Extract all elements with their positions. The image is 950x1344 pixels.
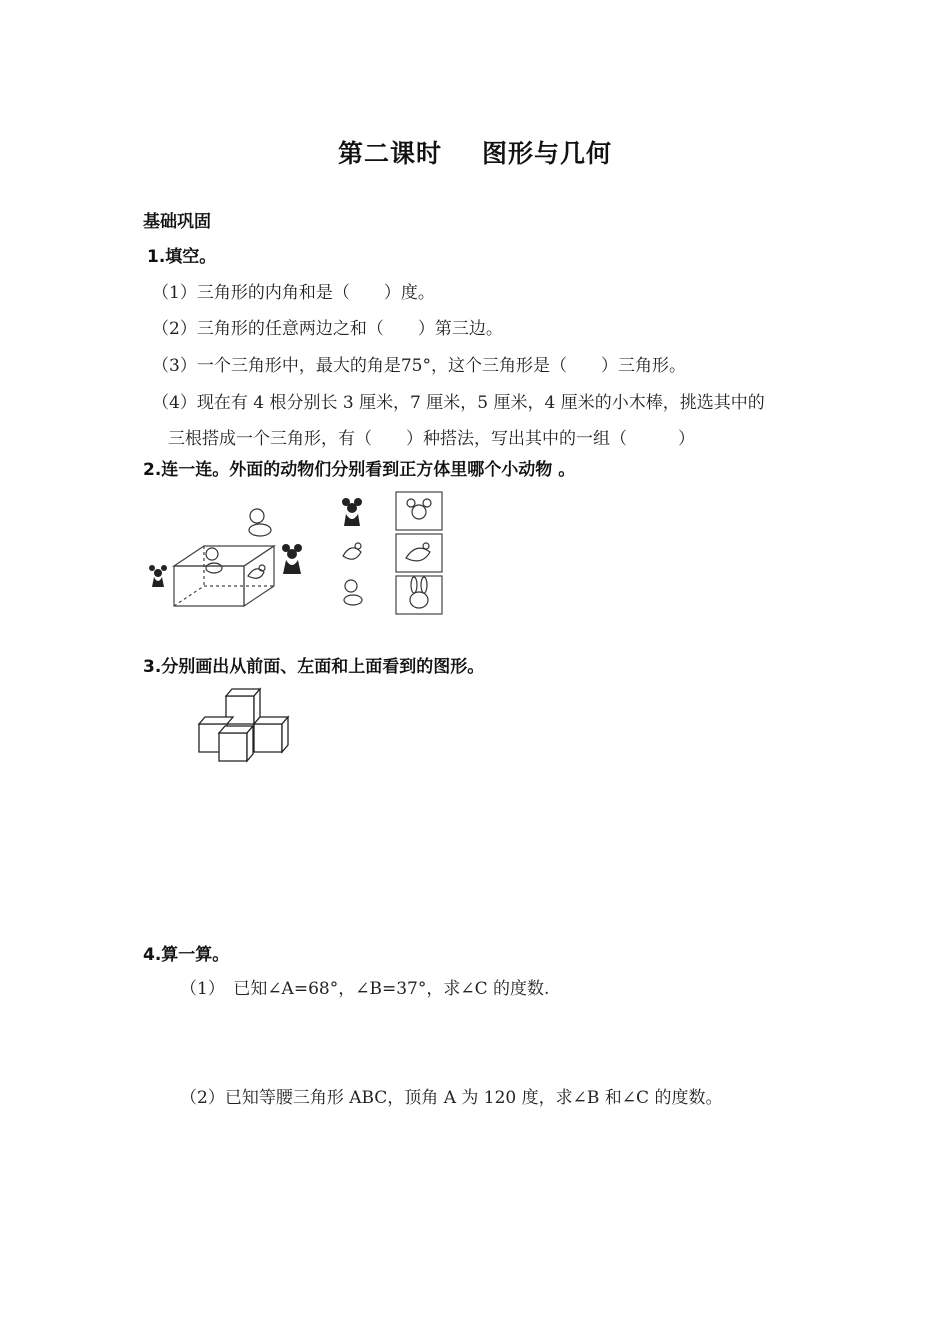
q4-item-1: （1） 已知∠A=68°，∠B=37°，求∠C 的度数. (180, 979, 550, 999)
q1-heading: 1.填空。 (147, 247, 217, 267)
q1-item-4-cont (168, 424, 695, 449)
q1-item-2: （2）三角形的任意两边之和（ ）第三边。 (152, 319, 503, 339)
title-part1: 第二课时 (337, 139, 442, 168)
title-part2: 图形与几何 (482, 139, 613, 168)
q4-item-2: （2）已知等腰三角形 ABC，顶角 A 为 120 度，求∠B 和∠C 的度数。 (180, 1088, 723, 1108)
cube-drawing (174, 546, 274, 606)
mouse-box-icon (407, 499, 431, 519)
mouse-outside-right-icon (282, 544, 302, 574)
mouse-outside-left-icon (149, 565, 167, 587)
cube-right (254, 717, 288, 752)
page-title (0, 134, 950, 170)
q3-heading: 3.分别画出从前面、左面和上面看到的图形。 (143, 657, 485, 677)
q1-item-4: （4）现在有 4 根分别长 3 厘米，7 厘米，5 厘米，4 厘米的小木棒，挑选其中的 (152, 393, 765, 413)
section-heading: 基础巩固 (143, 212, 211, 232)
bird-box-icon (406, 543, 430, 561)
duck-inside-icon (206, 548, 222, 573)
mouse-left-column-icon (342, 498, 362, 526)
bird-inside-icon (248, 565, 265, 578)
cube-front (219, 726, 253, 761)
cube-animals-figure (140, 488, 460, 618)
answer-boxes (396, 492, 442, 614)
q4-heading: 4.算一算。 (143, 945, 230, 965)
q2-heading: 2.连一连。外面的动物们分别看到正方体里哪个小动物 。 (143, 460, 576, 480)
rabbit-box-icon (410, 577, 428, 608)
q1-item-4-cont-text: 三根搭成一个三角形，有（ ）种搭法，写出其中的一组（ ） (168, 429, 695, 449)
duck-outside-top-icon (249, 509, 271, 536)
duck-left-column-icon (344, 580, 362, 605)
bird-left-column-icon (343, 543, 361, 559)
q1-item-1: （1）三角形的内角和是（ ）度。 (152, 283, 435, 303)
q1-item-3: （3）一个三角形中，最大的角是75°，这个三角形是（ ）三角形。 (152, 356, 686, 376)
stacked-cubes-figure (192, 685, 298, 767)
